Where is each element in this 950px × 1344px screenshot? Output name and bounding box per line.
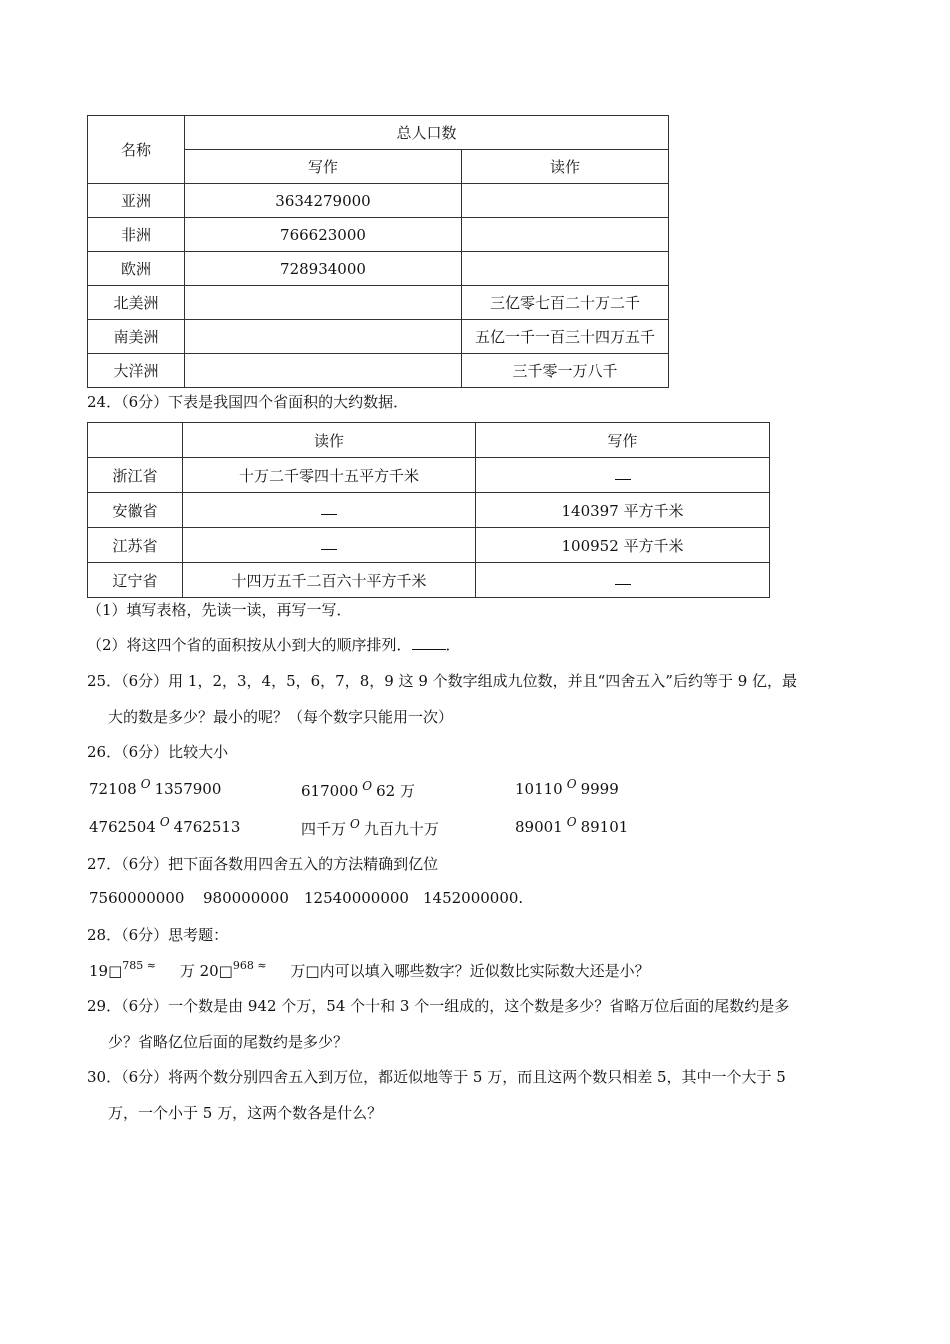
- write-cell: 140397 平方千米: [476, 493, 770, 528]
- continent-name: 南美洲: [88, 320, 185, 354]
- compare-circle[interactable]: O: [362, 779, 373, 793]
- compare-left: 4762504: [89, 818, 156, 836]
- q24-sub2-text: （2）将这四个省的面积按从小到大的顺序排列．: [87, 636, 412, 654]
- table-row: [88, 320, 669, 354]
- continent-name: 北美洲: [88, 286, 185, 320]
- province-name: 浙江省: [88, 458, 183, 493]
- read-cell-blank[interactable]: [183, 528, 476, 563]
- read-cell: 十四万五千二百六十平方千米: [183, 563, 476, 598]
- province-name: 安徽省: [88, 493, 183, 528]
- compare-right: 4762513: [173, 818, 241, 836]
- header-read: 读作: [462, 150, 669, 184]
- q28-sup-a: 785 ≈: [122, 959, 156, 972]
- q24-sub2-end: ．: [445, 636, 461, 654]
- compare-right: 9999: [580, 780, 619, 798]
- continent-name: 大洋洲: [88, 354, 185, 388]
- table-row: [88, 184, 669, 218]
- q24-sub2: [87, 634, 461, 655]
- q25-line2: 大的数是多少？最小的呢？（每个数字只能用一次）: [108, 708, 454, 726]
- q24-title: 24．（6分）下表是我国四个省面积的大约数据．: [87, 393, 409, 411]
- read-cell[interactable]: [462, 218, 669, 252]
- read-cell[interactable]: [462, 184, 669, 218]
- header-write: 写作: [476, 423, 770, 458]
- write-cell: 100952 平方千米: [476, 528, 770, 563]
- q28-title: 28．（6分）思考题：: [87, 926, 229, 944]
- q27-number: 980000000: [203, 889, 289, 907]
- continent-name: 欧洲: [88, 252, 185, 286]
- compare-left: 89001: [515, 818, 563, 836]
- province-name: 辽宁省: [88, 563, 183, 598]
- table-row: [88, 354, 669, 388]
- write-cell-blank[interactable]: [476, 563, 770, 598]
- answer-blank[interactable]: [412, 636, 446, 650]
- read-cell[interactable]: 五亿一千一百三十四万五千: [462, 320, 669, 354]
- header-blank: [88, 423, 183, 458]
- compare-circle[interactable]: O: [140, 777, 151, 791]
- compare-item: [301, 780, 415, 801]
- q28-body: [89, 960, 650, 981]
- write-cell[interactable]: 3634279000: [185, 184, 462, 218]
- compare-circle[interactable]: O: [566, 777, 577, 791]
- read-cell[interactable]: 三千零一万八千: [462, 354, 669, 388]
- compare-right: 1357900: [154, 780, 222, 798]
- compare-left: 10110: [515, 780, 563, 798]
- header-read: 读作: [183, 423, 476, 458]
- q28-sup-b: 968 ≈: [232, 959, 267, 972]
- table-row: [88, 493, 770, 528]
- q27-number: 1452000000.: [423, 889, 524, 907]
- q29-line1: 29．（6分）一个数是由 942 个万，54 个十和 3 个一组成的，这个数是多少？省略万位后面的尾数约是多: [87, 997, 790, 1015]
- q27-number: 12540000000: [304, 889, 409, 907]
- compare-right: 89101: [580, 818, 629, 836]
- table-row: [88, 252, 669, 286]
- header-name: 名称: [88, 116, 185, 184]
- answer-blank[interactable]: [615, 467, 631, 480]
- compare-item: [301, 818, 439, 839]
- q30-line1: 30．（6分）将两个数分别四舍五入到万位，都近似地等于 5 万，而且这两个数只相差 5，其中一个大于 5: [87, 1068, 786, 1086]
- read-cell[interactable]: [462, 252, 669, 286]
- compare-item: [89, 815, 241, 836]
- q28-part-b: 万 20□: [179, 962, 233, 980]
- q28-part-a: 19□: [89, 962, 123, 980]
- read-cell: 十万二千零四十五平方千米: [183, 458, 476, 493]
- continent-name: 亚洲: [88, 184, 185, 218]
- compare-item: [515, 777, 619, 798]
- table-row: [88, 218, 669, 252]
- write-cell[interactable]: [185, 354, 462, 388]
- header-total-population: 总人口数: [185, 116, 669, 150]
- q26-title: 26．（6分）比较大小: [87, 743, 229, 761]
- compare-circle[interactable]: O: [566, 815, 577, 829]
- write-cell[interactable]: 766623000: [185, 218, 462, 252]
- population-table: [87, 115, 669, 388]
- q27-number: 7560000000: [89, 889, 185, 907]
- table-row: [88, 563, 770, 598]
- compare-item: [515, 815, 629, 836]
- compare-right: 九百九十万: [363, 820, 439, 838]
- q29-line2: 少？省略亿位后面的尾数约是多少？: [108, 1033, 349, 1051]
- compare-circle[interactable]: O: [159, 815, 170, 829]
- compare-left: 四千万: [301, 820, 347, 838]
- q24-sub1: （1）填写表格，先读一读，再写一写．: [87, 601, 352, 619]
- q28-part-c: 万□内可以填入哪些数字？近似数比实际数大还是小？: [290, 962, 650, 980]
- compare-left: 72108: [89, 780, 137, 798]
- read-cell[interactable]: 三亿零七百二十万二千: [462, 286, 669, 320]
- answer-blank[interactable]: [321, 537, 337, 550]
- answer-blank[interactable]: [615, 572, 631, 585]
- table-row: [88, 458, 770, 493]
- q30-line2: 万，一个小于 5 万，这两个数各是什么？: [108, 1104, 383, 1122]
- q27-title: 27．（6分）把下面各数用四舍五入的方法精确到亿位: [87, 855, 439, 873]
- read-cell-blank[interactable]: [183, 493, 476, 528]
- answer-blank[interactable]: [321, 502, 337, 515]
- table-row: [88, 528, 770, 563]
- write-cell-blank[interactable]: [476, 458, 770, 493]
- write-cell[interactable]: [185, 286, 462, 320]
- compare-right: 62 万: [376, 782, 415, 800]
- continent-name: 非洲: [88, 218, 185, 252]
- compare-left: 617000: [301, 782, 359, 800]
- header-write: 写作: [185, 150, 462, 184]
- write-cell[interactable]: [185, 320, 462, 354]
- province-area-table: [87, 422, 770, 598]
- table-row: [88, 286, 669, 320]
- compare-circle[interactable]: O: [350, 817, 360, 831]
- q25-line1: 25．（6分）用 1，2，3，4，5，6，7，8，9 这 9 个数字组成九位数，并且“四舍五入”后约等于 9 亿，最: [87, 672, 798, 690]
- province-name: 江苏省: [88, 528, 183, 563]
- compare-item: [89, 777, 222, 798]
- write-cell[interactable]: 728934000: [185, 252, 462, 286]
